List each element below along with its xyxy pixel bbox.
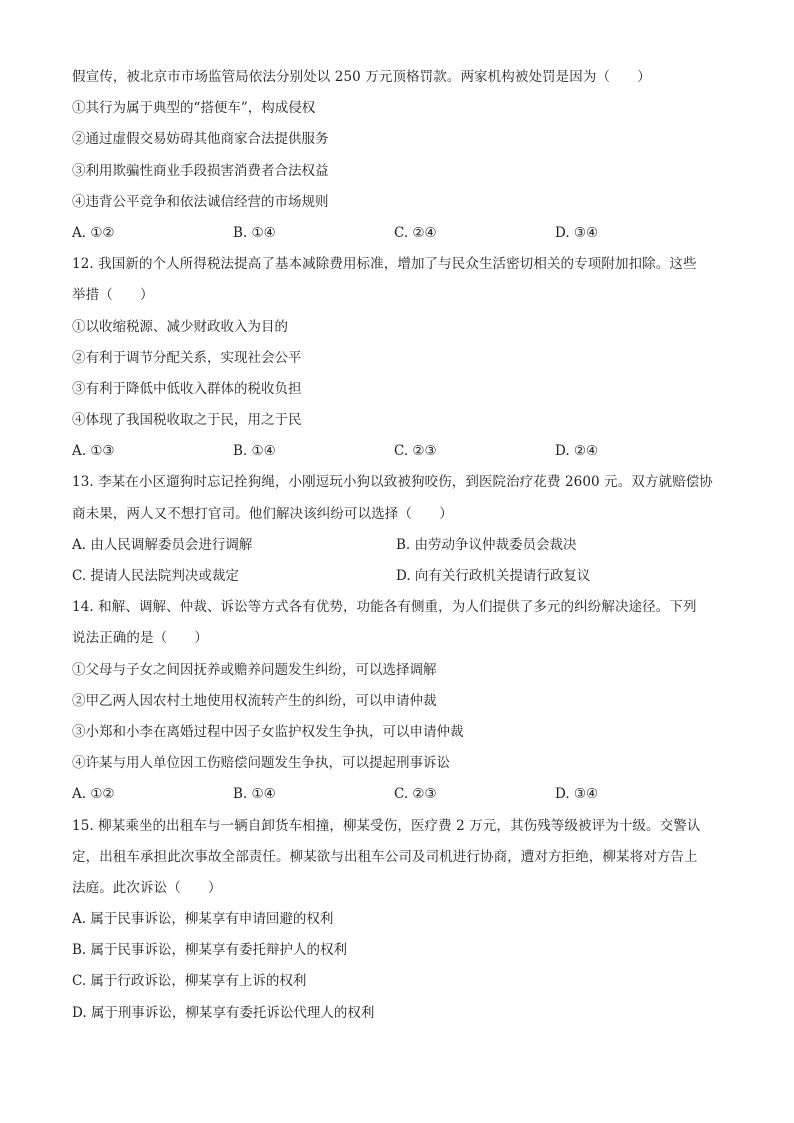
question-13-options-row-1 <box>72 530 724 561</box>
question-11-option-b: B. ①④ <box>233 224 276 241</box>
question-13-option-c: C. 提请人民法院判决或裁定 <box>72 568 239 584</box>
question-14-statement-4: ④许某与用人单位因工伤赔偿问题发生争执，可以提起刑事诉讼 <box>72 755 450 772</box>
question-14-statement-1: ①父母与子女之间因抚养或赡养问题发生纠纷，可以选择调解 <box>72 661 437 678</box>
question-14-options <box>72 779 724 810</box>
question-11-statement-1: ①其行为属于典型的“搭便车”，构成侵权 <box>72 100 316 117</box>
question-12-statement-1: ①以收缩税源、减少财政收入为目的 <box>72 318 288 335</box>
question-11-option-c: C. ②④ <box>394 224 437 241</box>
question-12-option-d: D. ②④ <box>555 443 599 460</box>
question-14-option-c: C. ②③ <box>394 786 437 803</box>
question-12-option-a: A. ①③ <box>72 443 115 460</box>
question-11-option-a: A. ①② <box>72 224 115 241</box>
question-12-option-c: C. ②③ <box>394 443 437 460</box>
question-13-option-b: B. 由劳动争议仲裁委员会裁决 <box>396 536 577 553</box>
question-13-stem-line-1: 13. 李某在小区遛狗时忘记拴狗绳，小刚逗玩小狗以致被狗咬伤，到医院治疗花费 2600 元。双方就赔偿协 <box>72 474 713 491</box>
question-12-option-b: B. ①④ <box>233 443 276 460</box>
question-13-stem-line-2: 商未果，两人又不想打官司。他们解决该纠纷可以选择（ ） <box>72 505 453 522</box>
question-14 <box>72 592 724 810</box>
question-12-statement-2: ②有利于调节分配关系，实现社会公平 <box>72 349 302 366</box>
question-12-stem-line-2: 举措（ ） <box>72 287 154 304</box>
question-11-option-d: D. ③④ <box>555 224 599 241</box>
question-12-options <box>72 436 724 467</box>
question-11-statement-4: ④违背公平竞争和依法诚信经营的市场规则 <box>72 193 329 210</box>
question-15 <box>72 811 724 1029</box>
question-12-statement-4: ④体现了我国税收取之于民，用之于民 <box>72 412 302 429</box>
question-15-stem-line-3: 法庭。此次诉讼（ ） <box>72 879 222 896</box>
question-11-statement-2: ②通过虚假交易妨碍其他商家合法提供服务 <box>72 131 329 148</box>
question-11-options <box>72 218 724 249</box>
question-13 <box>72 467 724 592</box>
question-15-option-d: D. 属于刑事诉讼，柳某享有委托诉讼代理人的权利 <box>72 1004 375 1021</box>
question-13-options-row-2 <box>72 561 724 592</box>
question-13-option-a: A. 由人民调解委员会进行调解 <box>72 536 253 553</box>
question-15-stem-line-1: 15. 柳某乘坐的出租车与一辆自卸货车相撞，柳某受伤，医疗费 2 万元，其伤残等级被评为十级。交警认 <box>72 817 701 834</box>
question-11-stem-tail: 假宣传，被北京市市场监管局依法分别处以 250 万元顶格罚款。两家机构被处罚是因为（ ） <box>72 69 651 85</box>
question-14-stem-line-1: 14. 和解、调解、仲裁、诉讼等方式各有优势，功能各有侧重，为人们提供了多元的纠纷解决途径。下列 <box>72 599 697 616</box>
question-14-option-a: A. ①② <box>72 786 115 803</box>
question-15-stem-line-2: 定，出租车承担此次事故全部责任。柳某欲与出租车公司及司机进行协商，遭对方拒绝，柳某将对方告上 <box>72 848 698 865</box>
question-14-statement-3: ③小郑和小李在离婚过程中因子女监护权发生争执，可以申请仲裁 <box>72 723 464 740</box>
question-15-option-a: A. 属于民事诉讼，柳某享有申请回避的权利 <box>72 911 334 928</box>
question-13-option-d: D. 向有关行政机关提请行政复议 <box>396 568 591 584</box>
question-11 <box>72 62 724 249</box>
question-15-option-c: C. 属于行政诉讼，柳某享有上诉的权利 <box>72 973 307 990</box>
question-15-option-b: B. 属于民事诉讼，柳某享有委托辩护人的权利 <box>72 942 348 959</box>
question-14-statement-2: ②甲乙两人因农村土地使用权流转产生的纠纷，可以申请仲裁 <box>72 692 437 709</box>
question-11-statement-3: ③利用欺骗性商业手段损害消费者合法权益 <box>72 162 329 179</box>
question-14-stem-line-2: 说法正确的是（ ） <box>72 630 208 647</box>
question-14-option-b: B. ①④ <box>233 786 276 803</box>
question-12-stem-line-1: 12. 我国新的个人所得税法提高了基本减除费用标准，增加了与民众生活密切相关的专项附加扣除。这些 <box>72 256 697 273</box>
question-12 <box>72 249 724 467</box>
question-14-option-d: D. ③④ <box>555 786 599 803</box>
question-12-statement-3: ③有利于降低中低收入群体的税收负担 <box>72 380 302 397</box>
exam-page <box>72 62 724 1029</box>
